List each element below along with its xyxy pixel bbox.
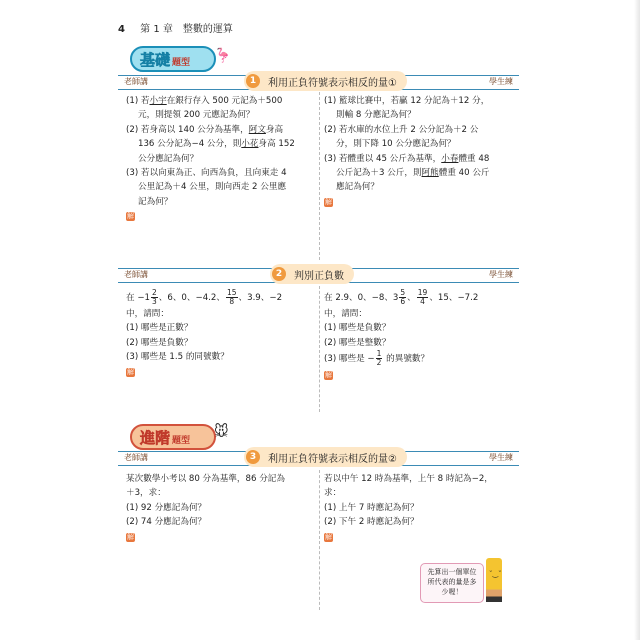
question-line: 某次數學小考以 80 分為基準，86 分記為 [126,474,285,484]
mascot-icon: 🐭 [214,424,229,440]
student-label: 學生練 [489,270,513,279]
answer-tag: 解 [127,532,134,541]
section-3-student-questions [324,472,516,544]
section-2-title [270,264,354,284]
fraction: $\frac{5}{6}$ [400,288,406,306]
section-1-teacher-questions [126,94,316,224]
column-divider [319,92,320,260]
question-line: (1) 上午 7 時應記為何？ [324,502,419,513]
question-line: (2) 若身高以 140 公分為基準，阿文身高 [126,124,284,135]
question-line: 公斤記為＋3 公斤，則阿熊體重 40 公斤 [336,168,490,179]
section-1-bar [118,75,519,90]
answer-tag: 解 [127,367,134,376]
banner-advanced-big: 進階 [140,428,171,447]
section-3-title [244,447,407,467]
column-divider [319,470,320,610]
question-line: (1) 籃球比賽中，若贏 12 分記為＋12 分， [324,96,490,106]
section-2-number: 2 [272,267,286,281]
section-1-student-questions [324,94,516,209]
question-line: 分，則下降 10 公分應記為何？ [336,139,456,150]
advanced-type-banner [130,424,216,450]
teacher-label: 老師講 [124,270,148,279]
answer-tag: 解 [325,532,332,541]
question-line: (2) 若水庫的水位上升 2 公分記為＋2 公 [324,124,479,135]
question-line: (2) 哪些是負數？ [126,337,193,348]
section-1-title [244,71,407,91]
question-line: 記為何？ [138,196,173,207]
question-line: 則輸 8 分應記為何？ [336,110,416,121]
page-number: 4 [118,24,125,35]
question-line: 公分應記為何？ [138,153,199,164]
section-3-bar [118,451,519,466]
banner-basic-small: 題型 [172,57,191,68]
section-3-number: 3 [246,450,260,464]
question-line: (2) 下午 2 時應記為何？ [324,517,419,528]
teacher-label: 老師講 [124,77,148,86]
student-label: 學生練 [489,77,513,86]
question-line: (2) 74 分應記為何？ [126,517,207,528]
question-line: 136 公分記為−4 公分，則小花身高 152 [138,139,295,150]
chapter-title: 第 1 章 整數的運算 [140,24,233,35]
basic-type-banner [130,46,216,72]
column-divider [319,286,320,412]
banner-advanced-small: 題型 [172,435,191,446]
section-3-teacher-questions [126,472,316,544]
question-line: (2) 哪些是整數？ [324,337,391,348]
question-line: (3) 哪些是 1.5 的同號數？ [126,352,229,363]
question-line: (3) 哪些是 − $\frac{1}{2}$ 的異號數？ [324,349,430,368]
question-line: (3) 若以向東為正、向西為負，且向東走 4 [126,168,287,179]
fraction: $\frac{1}{2}$ [376,349,382,368]
section-1-number: 1 [246,74,260,88]
answer-tag: 解 [325,197,332,206]
pencil-face-icon: ˘‿˘ [489,570,502,578]
mascot-icon: 🦩 [214,48,232,64]
question-line: 若以中午 12 時為基準，上午 8 時記為−2， [324,474,493,484]
page-edge-shadow [634,0,640,640]
question-line: 求： [324,488,342,499]
section-3-title-text: 利用正負符號表示相反的量② [268,453,397,465]
answer-tag: 解 [325,371,332,380]
question-line: 應記為何？ [336,182,379,193]
question-line: 在 2.9、0、−8、3 $\frac{5}{6}$ 、 $\frac{19}{4}$ 、15、−7.2 [324,288,479,306]
question-line: (1) 若小宇在銀行存入 500 元記為＋500 [126,96,283,106]
fraction: $\frac{2}{3}$ [152,288,157,306]
question-line: 中，請問： [126,309,169,319]
teacher-label: 老師講 [124,453,148,462]
hint-bubble: 先算出一個單位所代表的量是多少喔！ [420,563,484,603]
answer-tag: 解 [127,212,134,221]
fraction: $\frac{15}{8}$ [226,288,237,306]
section-2-student-questions [324,289,516,383]
pencil-mascot-icon [486,558,502,602]
question-line: 在 −1 $\frac{2}{3}$ 、6、0、−4.2、 $\frac{15}{8}$ 、3.9、−2 [126,288,283,306]
student-label: 學生練 [489,453,513,462]
question-line: 元，則提領 200 元應記為何？ [138,110,255,121]
section-1-title-text: 利用正負符號表示相反的量① [268,77,397,89]
question-line: ＋3，求： [126,488,166,499]
section-2-title-text: 判別正負數 [294,270,344,282]
banner-basic-big: 基礎 [140,50,171,69]
section-2-teacher-questions [126,289,316,379]
question-line: 公里記為＋4 公里，則向西走 2 公里應 [138,182,287,193]
question-line: (3) 若體重以 45 公斤為基準，小春體重 48 [324,153,490,164]
question-line: (1) 92 分應記為何？ [126,502,207,513]
section-2-bar [118,268,519,283]
fraction: $\frac{19}{4}$ [417,288,428,306]
question-line: 中，請問： [324,309,367,319]
question-line: (1) 哪些是正數？ [126,323,193,334]
question-line: (1) 哪些是負數？ [324,323,391,334]
page-header [118,20,233,35]
